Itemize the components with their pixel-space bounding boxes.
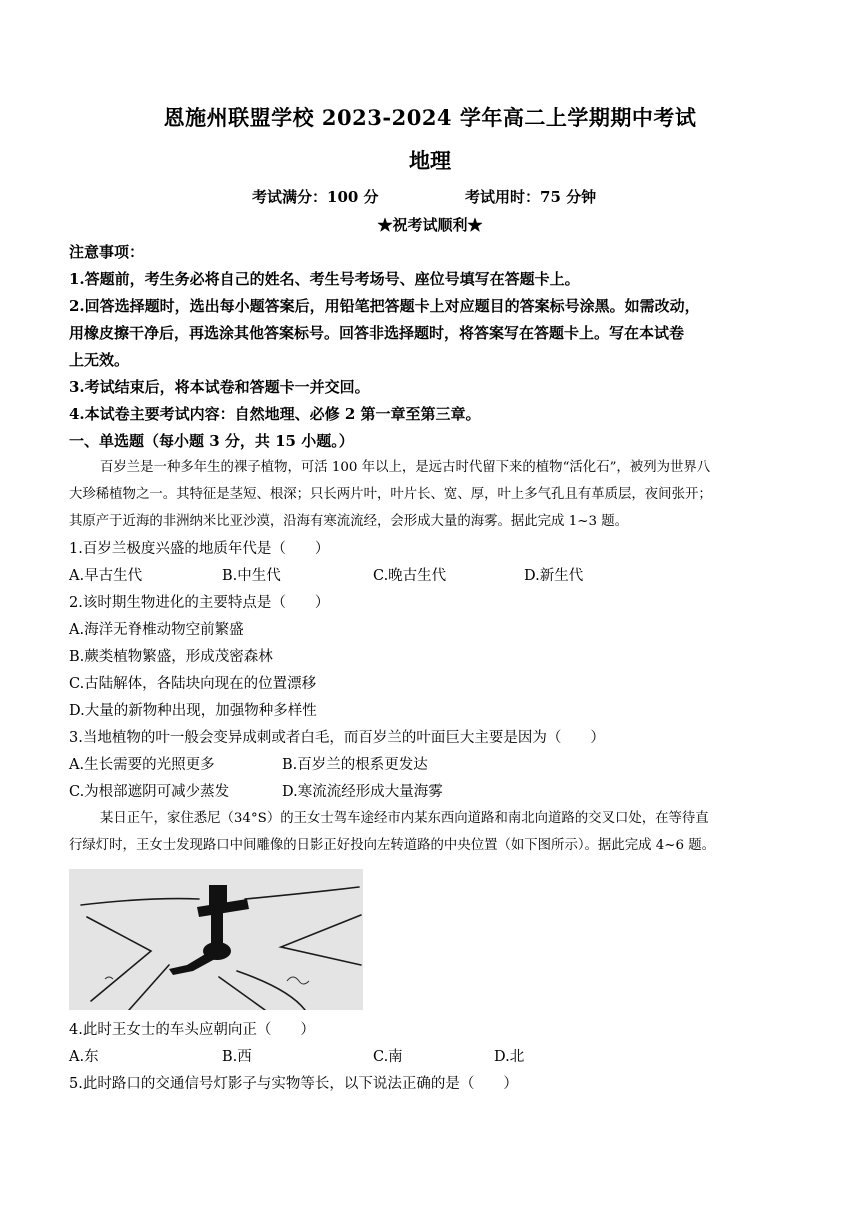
- passage-2-line-1: 某日正午，家住悉尼（34°S）的王女士驾车途经市内某东西向道路和南北向道路的交叉口处，在等待直: [100, 811, 709, 826]
- q1-option-c: C.晚古生代: [373, 568, 447, 584]
- notice-item-3: 3.考试结束后，将本试卷和答题卡一并交回。: [69, 378, 370, 396]
- exam-title: 恩施州联盟学校 2023-2024 学年高二上学期期中考试: [163, 105, 697, 130]
- q2-option-c: C.古陆解体，各陆块向现在的位置漂移: [69, 676, 317, 692]
- q1-option-b: B.中生代: [222, 568, 281, 584]
- q2-option-a: A.海洋无脊椎动物空前繁盛: [69, 622, 244, 638]
- q4-option-b: B.西: [222, 1049, 252, 1065]
- question-4: 4.此时王女士的车头应朝向正（ ）: [69, 1022, 315, 1038]
- notice-item-1: 1.答题前，考生务必将自己的姓名、考生号考场号、座位号填写在答题卡上。: [69, 270, 580, 288]
- q4-option-a: A.东: [69, 1049, 99, 1065]
- full-score: 考试满分：100 分: [252, 188, 379, 206]
- q2-option-d: D.大量的新物种出现，加强物种多样性: [69, 703, 317, 719]
- notice-heading: 注意事项：: [69, 243, 145, 261]
- q4-option-d: D.北: [494, 1049, 525, 1065]
- q4-option-c: C.南: [373, 1049, 403, 1065]
- notice-item-4: 4.本试卷主要考试内容：自然地理、必修 2 第一章至第三章。: [69, 405, 481, 423]
- good-luck-line: ★祝考试顺利★: [377, 216, 483, 234]
- intersection-shadow-figure: [69, 869, 363, 1010]
- q3-option-c: C.为根部遮阴可减少蒸发: [69, 784, 230, 800]
- passage-1-line-2: 大珍稀植物之一。其特征是茎短、根深；只长两片叶，叶片长、宽、厚，叶上多气孔且有革质层，夜间张开；: [69, 487, 712, 502]
- notice-item-2-cont: 用橡皮擦干净后，再选涂其他答案标号。回答非选择题时，将答案写在答题卡上。写在本试卷: [69, 324, 685, 342]
- q1-option-a: A.早古生代: [69, 568, 143, 584]
- q3-option-a: A.生长需要的光照更多: [69, 757, 215, 773]
- section-heading: 一、单选题（每小题 3 分，共 15 小题。）: [69, 432, 354, 450]
- q1-option-d: D.新生代: [524, 568, 584, 584]
- subject-title: 地理: [409, 148, 451, 173]
- question-1: 1.百岁兰极度兴盛的地质年代是（ ）: [69, 541, 330, 557]
- passage-1-line-1: 百岁兰是一种多年生的裸子植物，可活 100 年以上，是远古时代留下来的植物“活化石”，被列为世界八: [100, 460, 711, 475]
- q3-option-b: B.百岁兰的根系更发达: [282, 757, 428, 773]
- exam-duration: 考试用时：75 分钟: [465, 188, 597, 206]
- passage-2-line-2: 行绿灯时，王女士发现路口中间雕像的日影正好投向左转道路的中央位置（如下图所示）。据此完成 4~6 题。: [69, 838, 716, 853]
- question-3: 3.当地植物的叶一般会变异成刺或者白毛，而百岁兰的叶面巨大主要是因为（ ）: [69, 730, 605, 746]
- notice-item-2-end: 上无效。: [69, 351, 130, 369]
- passage-1-line-3: 其原产于近海的非洲纳米比亚沙漠，沿海有寒流流经，会形成大量的海雾。据此完成 1~3 题。: [69, 514, 629, 529]
- question-5: 5.此时路口的交通信号灯影子与实物等长，以下说法正确的是（ ）: [69, 1076, 518, 1092]
- q2-option-b: B.蕨类植物繁盛，形成茂密森林: [69, 649, 273, 665]
- question-2: 2.该时期生物进化的主要特点是（ ）: [69, 595, 330, 611]
- q3-option-d: D.寒流流经形成大量海雾: [282, 784, 443, 800]
- notice-item-2: 2.回答选择题时，选出每小题答案后，用铅笔把答题卡上对应题目的答案标号涂黑。如需改动，: [69, 297, 700, 315]
